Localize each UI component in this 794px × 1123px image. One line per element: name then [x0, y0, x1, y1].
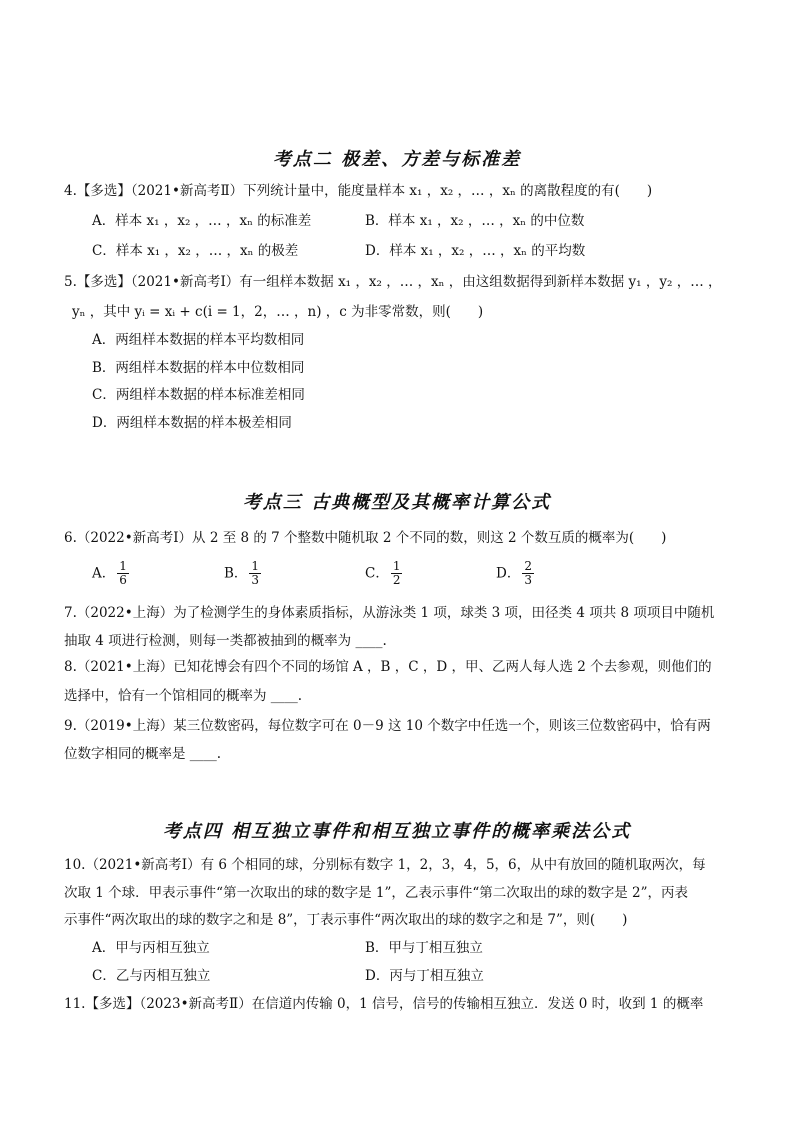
question-8-line-2: 选择中，恰有一个馆相同的概率为 ____.	[64, 688, 303, 704]
question-5-option-b: B．两组样本数据的样本中位数相同	[92, 360, 305, 376]
question-8-line-1: 8.（2021•上海）已知花博会有四个不同的场馆 A ，B ，C ，D ，甲、乙两人每人选 2 个去参观，则他们的	[64, 659, 712, 675]
question-5-option-a: A．两组样本数据的样本平均数相同	[92, 332, 305, 348]
question-9-line-2: 位数字相同的概率是 ____.	[64, 746, 222, 762]
question-10-option-c: C．乙与丙相互独立	[92, 968, 211, 984]
question-9-line-1: 9.（2019•上海）某三位数密码，每位数字可在 0－9 这 10 个数字中任选一个，则该三位数密码中，恰有两	[64, 718, 711, 734]
section-heading-4: 考点四 相互独立事件和相互独立事件的概率乘法公式	[162, 821, 632, 842]
question-10-line-3: 示事件“两次取出的球的数字之和是 8”，丁表示事件“两次取出的球的数字之和是 7”，则( )	[64, 912, 628, 928]
question-4-option-a: A．样本 x₁ ，x₂ ，… ，xₙ 的标准差	[92, 213, 312, 229]
question-5-line-1: 5.【多选】（2021•新高考Ⅰ）有一组样本数据 x₁ ，x₂ ，… ，xₙ ，由这组数据得到新样本数据 y₁ ，y₂ ，… ，	[64, 274, 722, 290]
question-11-line-1: 11.【多选】（2023•新高考Ⅱ）在信道内传输 0，1 信号，信号的传输相互独立．发送 0 时，收到 1 的概率	[64, 996, 704, 1012]
question-4-option-b: B．样本 x₁ ，x₂ ，… ，xₙ 的中位数	[365, 213, 585, 229]
question-4-stem: 4.【多选】（2021•新高考Ⅱ）下列统计量中，能度量样本 x₁ ，x₂ ，… ，xₙ 的离散程度的有( )	[64, 183, 653, 199]
fraction-denominator: 2	[392, 573, 401, 587]
section-heading-2: 考点二 极差、方差与标准差	[272, 149, 522, 170]
fraction	[391, 560, 403, 587]
question-7-line-1: 7.（2022•上海）为了检测学生的身体素质指标，从游泳类 1 项，球类 3 项，田径类 4 项共 8 项项目中随机	[64, 605, 715, 621]
question-7-line-2: 抽取 4 项进行检测，则每一类都被抽到的概率为 ____.	[64, 633, 387, 649]
option-label: B．	[224, 565, 248, 582]
question-10-line-1: 10.（2021•新高考Ⅰ）有 6 个相同的球，分别标有数字 1，2，3，4，5，6，从中有放回的随机取两次，每	[64, 857, 706, 873]
question-5-line-2: yₙ ，其中 yᵢ = xᵢ + c(i = 1，2，… ，n) ，c 为非零常数，则( )	[72, 304, 484, 320]
question-4-option-d: D．样本 x₁ ，x₂ ，… ，xₙ 的平均数	[365, 243, 586, 259]
question-5-option-c: C．两组样本数据的样本标准差相同	[92, 387, 305, 403]
fraction-numerator: 1	[119, 559, 127, 573]
fraction	[249, 560, 261, 587]
question-10-option-d: D．丙与丁相互独立	[365, 968, 484, 984]
question-5-option-d: D．两组样本数据的样本极差相同	[92, 415, 292, 431]
fraction-numerator: 1	[392, 559, 401, 573]
fraction-denominator: 3	[251, 573, 260, 587]
question-6-option-a	[92, 560, 131, 587]
section-heading-3: 考点三 古典概型及其概率计算公式	[242, 492, 552, 513]
question-6-option-c	[365, 560, 404, 587]
question-6-option-b	[224, 560, 263, 587]
question-10-option-a: A．甲与丙相互独立	[92, 940, 210, 956]
fraction	[117, 560, 129, 587]
fraction-numerator: 2	[524, 559, 532, 573]
fraction-denominator: 3	[524, 573, 532, 587]
question-6-option-d	[496, 560, 536, 587]
fraction-numerator: 1	[251, 559, 260, 573]
option-label: D．	[496, 565, 521, 582]
fraction	[522, 560, 534, 587]
question-6-stem: 6.（2022•新高考Ⅰ）从 2 至 8 的 7 个整数中随机取 2 个不同的数，则这 2 个数互质的概率为( )	[64, 530, 667, 546]
fraction-denominator: 6	[119, 573, 127, 587]
option-label: C．	[365, 565, 389, 582]
question-10-line-2: 次取 1 个球．甲表示事件“第一次取出的球的数字是 1”，乙表示事件“第二次取出的球的数字是 2”，丙表	[64, 885, 689, 901]
question-4-option-c: C．样本 x₁ ，x₂ ，… ，xₙ 的极差	[92, 243, 299, 259]
question-10-option-b: B．甲与丁相互独立	[365, 940, 483, 956]
option-label: A．	[92, 565, 116, 582]
